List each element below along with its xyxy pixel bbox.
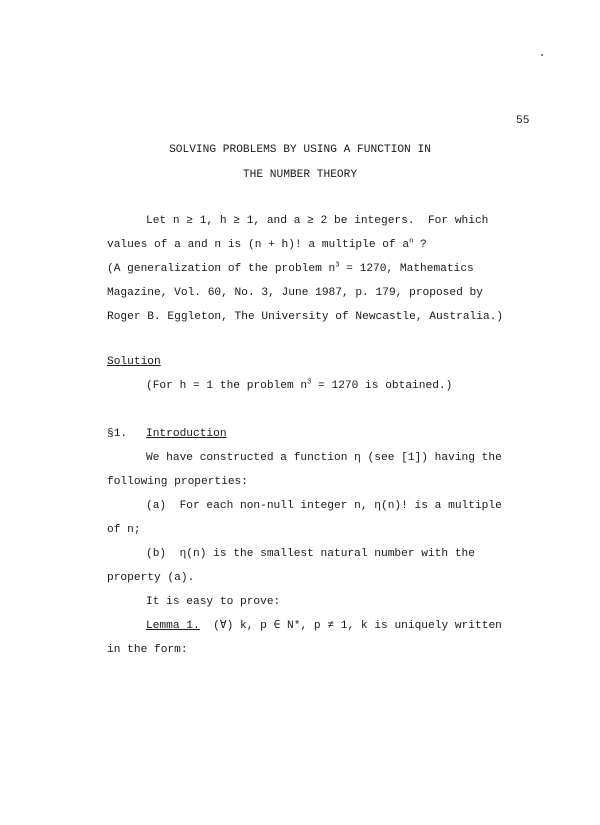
problem-line-2-text: values of a and n is (n + h)! a multiple of a (107, 239, 410, 251)
scan-speck (541, 54, 543, 56)
lemma-label: Lemma 1. (146, 620, 200, 632)
property-b-line-1: (b) η(n) is the smallest natural number with the (146, 548, 475, 560)
paper-title-line-2: THE NUMBER THEORY (242, 169, 358, 181)
property-a-line-1: (a) For each non-null integer n, η(n)! is a multiple (146, 500, 502, 512)
solution-heading: Solution (107, 356, 161, 368)
solution-text-start: (For h = 1 the problem n (146, 380, 308, 392)
solution-exponent: 3 (307, 378, 312, 387)
problem-line-3-end: = 1270, Mathematics (339, 263, 474, 275)
solution-text-end: = 1270 is obtained.) (311, 380, 453, 392)
exponent-3: 3 (335, 261, 340, 270)
section-number: §1. (107, 428, 128, 440)
problem-line-2 (107, 238, 427, 252)
paper-title-line-1: SOLVING PROBLEMS BY USING A FUNCTION IN (169, 144, 431, 156)
exponent-n: n (409, 237, 414, 246)
problem-line-3-text: (A generalization of the problem n (107, 263, 336, 275)
problem-line-3 (107, 262, 474, 276)
problem-line-2-end: ? (413, 239, 427, 251)
intro-line-1: We have constructed a function η (see [1]) having the (146, 452, 502, 464)
property-a-line-2: of n; (107, 524, 141, 536)
problem-line-5: Roger B. Eggleton, The University of Newcastle, Australia.) (107, 311, 504, 323)
intro-line-2: following properties: (107, 476, 248, 488)
page-number: 55 (516, 115, 530, 127)
lemma-line-2: in the form: (107, 644, 188, 656)
property-b-line-2: property (a). (107, 572, 195, 584)
problem-line-4: Magazine, Vol. 60, No. 3, June 1987, p. 179, proposed by (107, 287, 483, 299)
section-heading: Introduction (146, 428, 227, 440)
lemma-statement: (∀) k, p ∈ N*, p ≠ 1, k is uniquely written (199, 620, 502, 632)
problem-line-1: Let n ≥ 1, h ≥ 1, and a ≥ 2 be integers. For which (146, 215, 489, 227)
lemma-line-1 (146, 619, 502, 633)
solution-text (146, 379, 452, 393)
easy-to-prove: It is easy to prove: (146, 596, 281, 608)
